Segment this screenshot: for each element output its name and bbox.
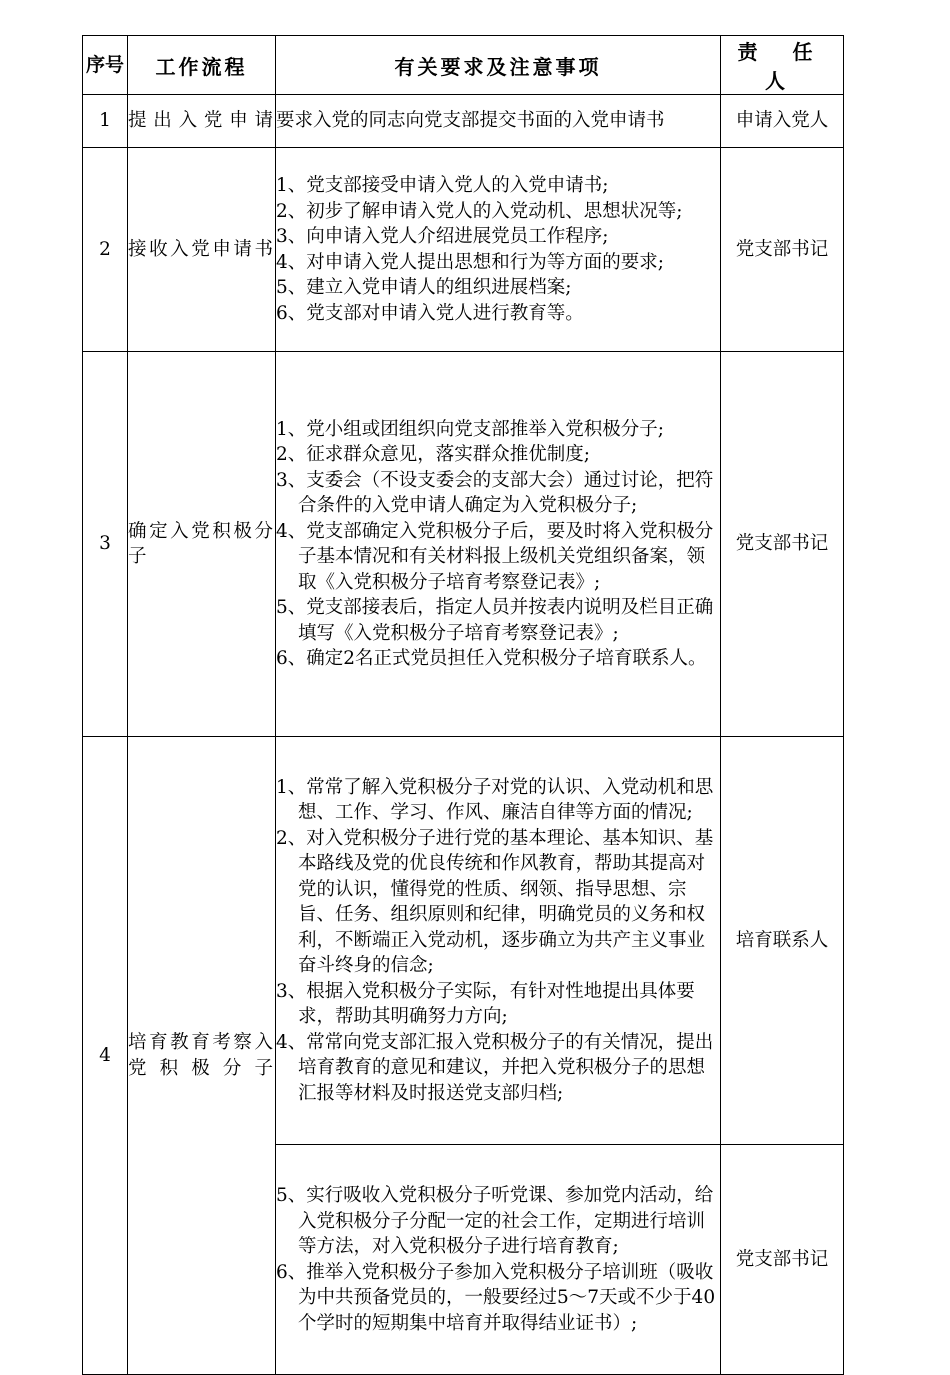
requirement-item: 5、实行吸收入党积极分子听党课、参加党内活动，给入党积极分子分配一定的社会工作，定期进行培训等方法，对入党积极分子进行培育教育; (276, 1185, 714, 1257)
requirement-item: 5、党支部接表后，指定人员并按表内说明及栏目正确填写《入党积极分子培育考察登记表》; (276, 597, 714, 644)
process-step: 培育教育考察入党积极分子 (128, 737, 276, 1375)
table-row (83, 737, 844, 1145)
requirement-item: 1、党支部接受申请入党人的入党申请书; (276, 175, 609, 196)
requirement-item: 3、支委会（不设支委会的支部大会）通过讨论，把符合条件的入党申请人确定为入党积极分子; (276, 469, 714, 516)
requirement-item: 1、党小组或团组织向党支部推举入党积极分子; (276, 418, 665, 440)
responsible-person: 党支部书记 (721, 352, 844, 737)
requirements-cell (276, 95, 721, 148)
requirements-cell (276, 737, 721, 1145)
requirement-item: 5、建立入党申请人的组织进展档案; (276, 277, 572, 298)
row-number: 3 (83, 352, 128, 737)
requirement-item: 6、确定2名正式党员担任入党积极分子培育联系人。 (276, 648, 707, 669)
header-process: 工作流程 (128, 36, 276, 95)
responsible-person: 党支部书记 (721, 1145, 844, 1375)
requirement-item: 1、常常了解入党积极分子对党的认识、入党动机和思想、工作、学习、作风、廉洁自律等方面的情况; (276, 776, 714, 824)
requirement-item: 3、根据入党积极分子实际，有针对性地提出具体要求，帮助其明确努力方向; (276, 980, 695, 1028)
table-row (83, 95, 844, 148)
row-number: 1 (83, 95, 128, 148)
header-responsible: 责 任 人 (721, 36, 844, 95)
responsible-person: 党支部书记 (721, 148, 844, 352)
requirement-item: 2、征求群众意见，落实群众推优制度; (276, 444, 591, 465)
requirements-cell (276, 352, 721, 737)
workflow-table (82, 35, 844, 1375)
requirements-cell (276, 148, 721, 352)
table-row (83, 352, 844, 737)
requirement-item: 6、推举入党积极分子参加入党积极分子培训班（吸收为中共预备党员的，一般要经过5～7天或不少于40个学时的短期集中培育并取得结业证书）; (276, 1261, 716, 1334)
requirement-item: 2、对入党积极分子进行党的基本理论、基本知识、基本路线及党的优良传统和作风教育，帮助其提高对党的认识，懂得党的性质、纲领、指导思想、宗旨、任务、组织原则和纪律，明确党员的义务和权利，不断端正入党动机，逐步确立为共产主义事业奋斗终身的信念; (276, 827, 714, 977)
requirement-item: 3、向申请入党人介绍进展党员工作程序; (276, 226, 609, 247)
requirement-item: 2、初步了解申请入党人的入党动机、思想状况等; (276, 200, 683, 222)
requirement-item: 4、党支部确定入党积极分子后，要及时将入党积极分子基本情况和有关材料报上级机关党组织备案，领取《入党积极分子培育考察登记表》; (276, 520, 714, 593)
header-seq: 序号 (83, 36, 128, 95)
requirement-item: 要求入党的同志向党支部提交书面的入党申请书 (276, 110, 665, 132)
requirement-item: 4、常常向党支部汇报入党积极分子的有关情况，提出培育教育的意见和建议，并把入党积极分子的思想汇报等材料及时报送党支部归档; (276, 1031, 714, 1104)
requirements-cell (276, 1145, 721, 1375)
row-number: 4 (83, 737, 128, 1375)
row-number: 2 (83, 148, 128, 352)
header-row (83, 36, 844, 95)
header-requirements: 有关要求及注意事项 (276, 36, 721, 95)
requirement-item: 6、党支部对申请入党人进行教育等。 (276, 302, 584, 324)
process-step: 接收入党申请书 (128, 148, 276, 352)
process-step: 确定入党积极分子 (128, 352, 276, 737)
requirement-item: 4、对申请入党人提出思想和行为等方面的要求; (276, 251, 665, 273)
responsible-person: 培育联系人 (721, 737, 844, 1145)
process-step: 提出入党申请 (128, 95, 276, 148)
responsible-person: 申请入党人 (721, 95, 844, 148)
table-row (83, 148, 844, 352)
